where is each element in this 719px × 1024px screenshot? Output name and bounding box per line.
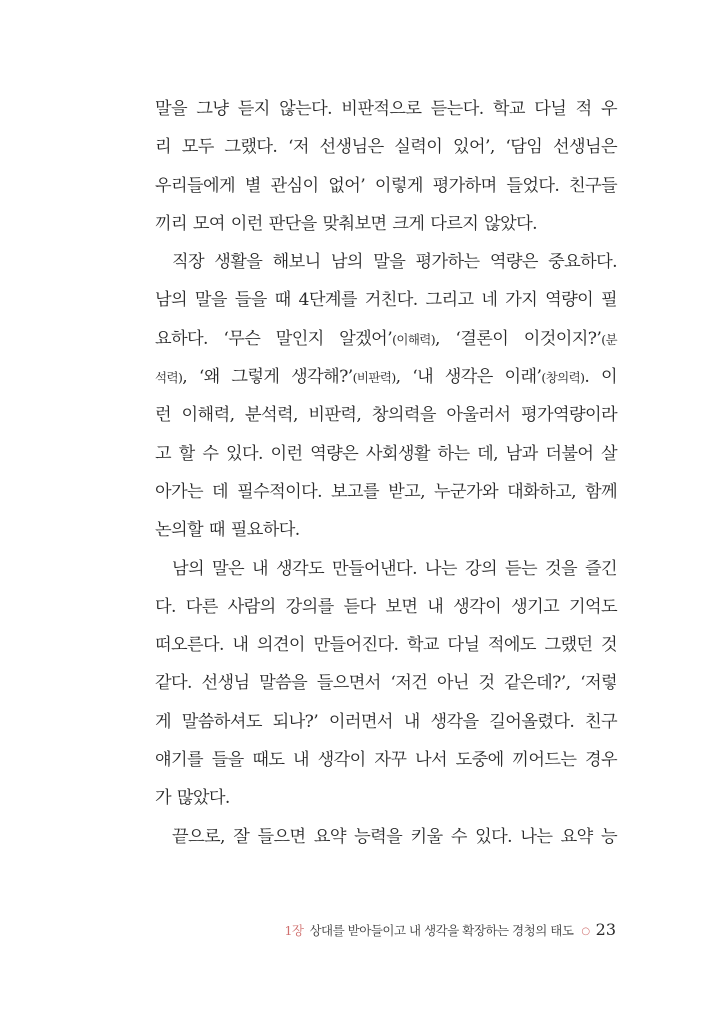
parenthetical-note: (분 [601,331,617,347]
text-line: 런 이해력, 분석력, 비판력, 창의력을 아울러서 평가역량이라 [155,405,617,426]
text-line: 가 많았다. [155,788,230,809]
text-line: 논의할 때 필요하다. [155,520,300,541]
text-line: 끝으로, 잘 들으면 요약 능력을 키울 수 있다. 나는 요약 능 [172,826,617,847]
page-number: 23 [595,920,616,939]
chapter-label: 1장 [284,923,304,938]
text-line: 직장 생활을 해보니 남의 말을 평가하는 역량은 중요하다. [172,252,617,273]
text-line [155,320,617,358]
text-line: 남의 말을 들을 때 4단계를 거친다. 그리고 네 가지 역량이 필 [155,290,617,311]
parenthetical-note: (비판력) [352,370,396,386]
text-line: 같다. 선생님 말씀을 들으면서 ‘저건 아닌 것 같은데?’, ‘저렇 [155,673,617,694]
text-line: 우리들에게 별 관심이 없어’ 이렇게 평가하며 들었다. 친구들 [155,175,617,196]
text-line: 아가는 데 필수적이다. 보고를 받고, 누군가와 대화하고, 함께 [155,481,617,502]
text-line: 다. 다른 사람의 강의를 듣다 보면 내 생각이 생기고 기억도 [155,596,617,617]
separator-circle-icon: ○ [581,926,590,937]
parenthetical-note: 석력) [155,370,183,386]
text-span: , ‘결론이 이것이지?’ [435,328,602,349]
text-line: 리 모두 그랬다. ‘저 선생님은 실력이 있어’, ‘담임 선생님은 [155,137,617,158]
text-line: 얘기를 들을 때도 내 생각이 자꾸 나서 도중에 끼어드는 경우 [155,750,617,771]
text-line [155,358,617,396]
text-span: , ‘내 생각은 이래’ [395,367,542,388]
text-span: 요하다. ‘무슨 말인지 알겠어’ [155,328,393,349]
text-line: 남의 말은 내 생각도 만들어낸다. 나는 강의 듣는 것을 즐긴 [172,558,617,579]
text-line: 말을 그냥 듣지 않는다. 비판적으로 듣는다. 학교 다닐 적 우 [155,99,617,119]
chapter-title: 상대를 받아들이고 내 생각을 확장하는 경청의 태도 [309,923,574,938]
body-text [155,90,617,856]
parenthetical-note: (창의력) [541,370,585,386]
running-footer [284,918,616,942]
text-line: 게 말씀하셔도 되나?’ 이러면서 내 생각을 길어올렸다. 친구 [155,711,617,732]
text-span: . 이 [584,367,617,388]
parenthetical-note: (이해력) [392,331,436,347]
text-line: 떠오른다. 내 의견이 만들어진다. 학교 다닐 적에도 그랬던 것 [155,635,617,656]
text-line: 고 할 수 있다. 이런 역량은 사회생활 하는 데, 남과 더불어 살 [155,443,617,464]
text-line: 끼리 모여 이런 판단을 맞춰보면 크게 다르지 않았다. [155,213,537,234]
text-span: , ‘왜 그렇게 생각해?’ [182,367,353,388]
